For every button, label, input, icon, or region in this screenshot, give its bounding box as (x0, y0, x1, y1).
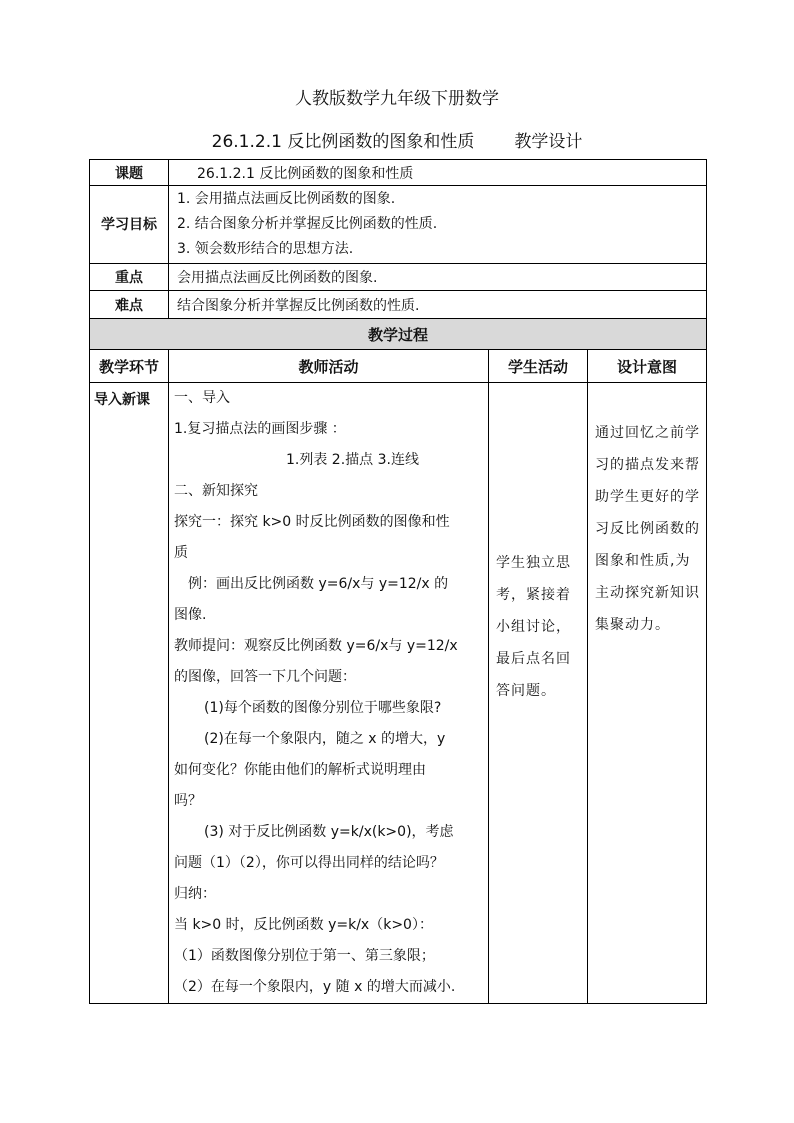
difficulty-value: 结合图象分析并掌握反比例函数的性质. (169, 291, 707, 319)
teacher-line: 例：画出反比例函数 y=6/x与 y=12/x 的 (188, 576, 449, 592)
teacher-activity-cell (169, 383, 489, 1004)
design-intent-cell: 通过回忆之前学习的描点发来帮助学生更好的学习反比例函数的图象和性质,为主动探究新知识集聚动力。 (588, 383, 707, 1004)
topic-row (90, 160, 707, 186)
key-row (90, 264, 707, 291)
goals-list (169, 186, 707, 264)
topic-label: 课题 (90, 160, 169, 186)
teacher-line: 如何变化？你能由他们的解析式说明理由 (174, 762, 426, 778)
column-header-teacher: 教师活动 (169, 350, 489, 383)
process-row-intro (90, 383, 707, 1004)
process-band-label: 教学过程 (90, 319, 707, 350)
teacher-line: 1.复习描点法的画图步骤 ： (174, 421, 346, 437)
teacher-line: 图像. (174, 607, 207, 623)
teacher-line: 当 k>0 时，反比例函数 y=k/x（k>0）： (174, 917, 433, 933)
teacher-line: （2）在每一个象限内，y 随 x 的增大而减小. (174, 979, 456, 995)
design-label: 教学设计 (514, 132, 583, 152)
topic-value: 26.1.2.1 反比例函数的图象和性质 (169, 160, 707, 186)
teacher-line: 探究一：探究 k>0 时反比例函数的图像和性 (174, 514, 450, 530)
stage-cell: 导入新课 (90, 383, 169, 1004)
goals-row (90, 186, 707, 264)
goal-item: 3. 领会数形结合的思想方法. (177, 241, 354, 257)
teacher-line: 质 (174, 545, 188, 561)
lesson-title: 26.1.2.1 反比例函数的图象和性质 (211, 132, 475, 152)
teacher-line: (3) 对于反比例函数 y=k/x(k>0)，考虑 (204, 824, 454, 840)
goal-item: 1. 会用描点法画反比例函数的图象. (177, 191, 396, 207)
document-subtitle (0, 127, 794, 152)
key-label: 重点 (90, 264, 169, 291)
lesson-plan-table (89, 159, 707, 1004)
process-band (90, 319, 707, 350)
difficulty-row (90, 291, 707, 319)
teacher-line: 一、导入 (174, 390, 230, 406)
process-header-row (90, 350, 707, 383)
teacher-line: 归纳： (174, 886, 216, 902)
difficulty-label: 难点 (90, 291, 169, 319)
teacher-line: 问题（1）（2），你可以得出同样的结论吗？ (174, 855, 444, 871)
key-value: 会用描点法画反比例函数的图象. (169, 264, 707, 291)
teacher-line: 1.列表 2.描点 3.连线 (286, 452, 419, 468)
goals-label-text: 学习目标 (101, 216, 157, 233)
column-header-stage: 教学环节 (90, 350, 169, 383)
teacher-line: 的图像，回答一下几个问题： (174, 669, 356, 685)
teacher-line: (2)在每一个象限内，随之 x 的增大，y (204, 731, 446, 747)
student-activity-cell: 学生独立思考，紧接着小组讨论，最后点名回答问题。 (489, 383, 588, 1004)
goal-item: 2. 结合图象分析并掌握反比例函数的性质. (177, 216, 438, 232)
teacher-line: （1）函数图像分别位于第一、第三象限； (174, 948, 435, 964)
column-header-intent: 设计意图 (588, 350, 707, 383)
teacher-line: 教师提问：观察反比例函数 y=6/x与 y=12/x (174, 638, 458, 654)
teacher-line: 吗？ (174, 793, 202, 809)
document-title: 人教版数学九年级下册数学 (295, 89, 499, 109)
goals-label (90, 186, 169, 264)
teacher-line: (1)每个函数的图像分别位于哪些象限? (204, 700, 442, 716)
teacher-line: 二、新知探究 (174, 483, 258, 499)
column-header-student: 学生活动 (489, 350, 588, 383)
